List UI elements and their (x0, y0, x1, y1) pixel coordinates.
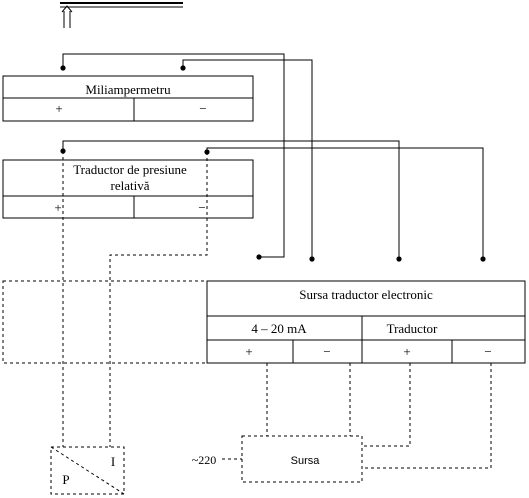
sursa-traductor-title: Sursa traductor electronic (299, 287, 433, 302)
miliampermetru-minus-label: − (199, 101, 207, 116)
dashed-enclosure (3, 281, 207, 363)
sursa-traductor-g2-plus: + (403, 344, 411, 359)
sursa-traductor-group-traductor: Traductor (386, 321, 438, 336)
sursa-traductor-g1-minus: − (323, 344, 331, 359)
sursa-traductor-group-4-20ma: 4 – 20 mA (251, 321, 307, 336)
traductor-title-line1: Traductor de presiune (73, 162, 187, 177)
power-supply-label: Sursa (290, 455, 320, 467)
pressure-pipe (60, 3, 183, 28)
miliampermetru-box (3, 76, 253, 121)
mains-label: ~220 (191, 453, 217, 467)
sursa-traductor-g1-plus: + (245, 344, 253, 359)
power-supply (192, 436, 362, 482)
pressure-sensor (51, 447, 124, 494)
sensor-p-label: P (62, 472, 70, 487)
miliampermetru-title: Miliampermetru (85, 82, 171, 97)
miliampermetru-plus-label: + (55, 101, 63, 116)
traductor-minus-label: − (198, 200, 206, 215)
traductor-plus-label: + (54, 200, 62, 215)
traductor-box (3, 160, 253, 218)
sursa-traductor-g2-minus: − (484, 344, 492, 359)
sensor-i-label: I (110, 454, 116, 469)
traductor-title-line2: relativă (110, 178, 150, 193)
sursa-traductor-box (207, 281, 525, 363)
